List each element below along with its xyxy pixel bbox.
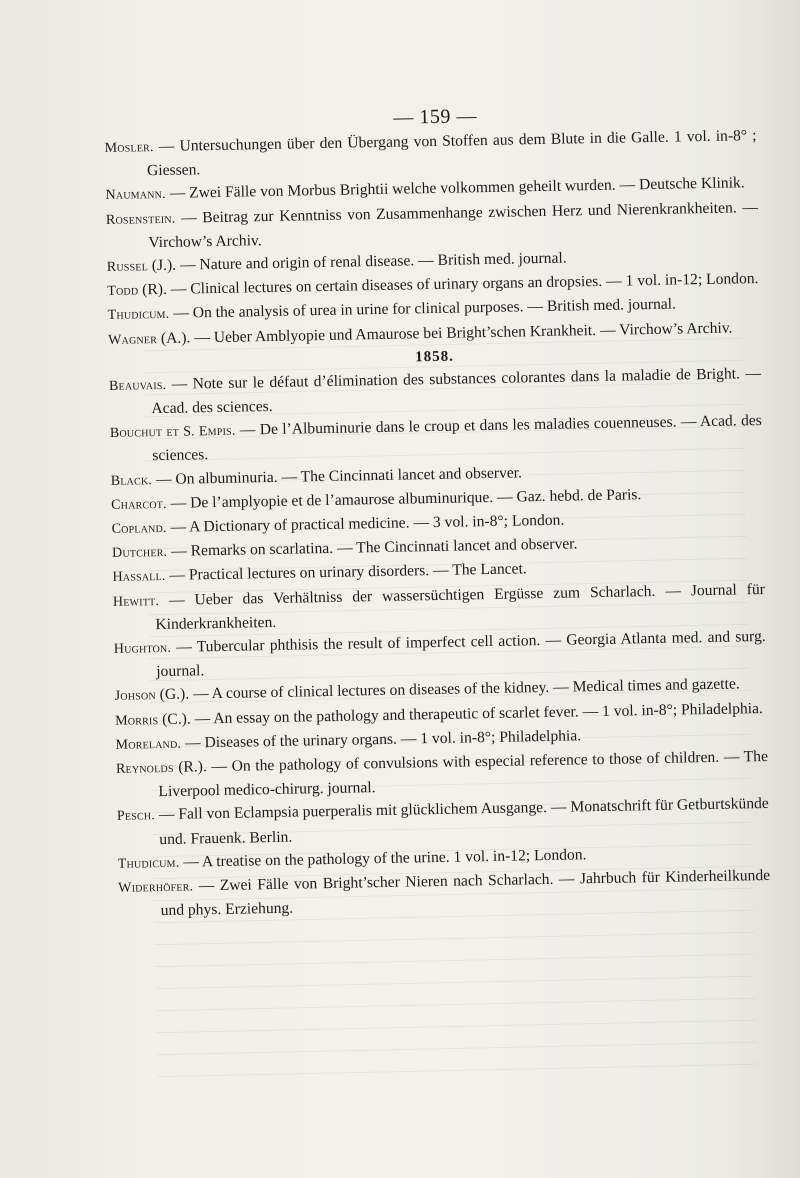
entry-text: — On albuminuria. — The Cincinnati lancet and observer. — [155, 464, 523, 488]
entry-author: Bouchut et S. Empis. — [109, 423, 236, 442]
entry-author: Naumann. — [105, 187, 166, 204]
entry-author: Moreland. — [115, 736, 182, 753]
entry-text: (R). — Clinical lectures on certain diseases of urinary organs an dropsies. — 1 vol. in-12; London. — [142, 270, 759, 299]
entry-text: — Fall von Eclampsia puerperalis mit glücklichem Ausgange. — Monatschrift für Getburtskünde und. Frauenk. Berlin. — [158, 795, 769, 848]
entry-author: Pesch. — [116, 808, 156, 825]
entry-text: — Remarks on scarlatina. — The Cincinnati lancet and observer. — [171, 535, 578, 561]
entry-text: — De l’amplyopie et de l’amaurose albuminurique. — Gaz. hebd. de Paris. — [170, 486, 642, 512]
entry-text: — Tubercular phthisis the result of imperfect cell action. — Georgia Atlanta med. and surg. journal. — [156, 628, 766, 681]
entry-text: — Zwei Fälle von Bright’scher Nieren nach Scharlach. — Jahrbuch für Kinderheilkunde und phys. Erziehung. — [160, 867, 771, 920]
year-heading: 1858. — [415, 348, 455, 366]
entry-author: Thudicum. — [107, 307, 170, 324]
entry-text: (G.). — A course of clinical lectures on diseases of the kidney. — Medical times and gazette. — [159, 675, 740, 704]
entry-text: (R.). — On the pathology of convulsions with especial reference to those of children. — The Liverpool medico-chirurg. journal. — [158, 748, 769, 801]
document-page — [104, 100, 771, 923]
entry-author: Hughton. — [113, 640, 172, 657]
entry-author: Dutcher. — [111, 545, 168, 562]
entry-author: Widerhöfer. — [118, 879, 194, 896]
entry-text: — Ueber das Verhältniss der wassersüchtigen Ergüsse zum Scharlach. — Journal für Kinderkrankheiten. — [155, 580, 766, 634]
entries-after-year — [109, 362, 771, 924]
entry-text: — Practical lectures on urinary disorders. — The Lancet. — [169, 560, 527, 585]
entry-author: Black. — [110, 472, 153, 489]
entries-before-year — [104, 124, 760, 352]
entry-author: Hassall. — [112, 569, 166, 586]
entry-text: — Zwei Fälle von Morbus Brightii welche volkommen geheilt wurden. — Deutsche Klinik. — [169, 174, 745, 203]
entry-text: — Beitrag zur Kenntniss von Zusammenhange zwischen Herz und Nierenkrankheiten. — Virchow’s Archiv. — [148, 198, 759, 252]
entry-text: — Diseases of the urinary organs. — 1 vol. in-8°; Philadelphia. — [184, 727, 582, 752]
entry-author: Reynolds — [115, 760, 174, 777]
entry-author: Mosler. — [104, 140, 154, 156]
entry-text: (C.). — An essay on the pathology and therapeutic of scarlet fever. — 1 vol. in-8°; Philadelphia. — [161, 699, 764, 728]
entry-text: — A treatise on the pathology of the urine. 1 vol. in-12; London. — [183, 846, 587, 871]
entry-author: Todd — [107, 283, 139, 300]
page-number: — 159 — — [393, 105, 478, 129]
entry-text: — On the analysis of urea in urine for clinical purposes. — British med. journal. — [173, 295, 677, 323]
entry-text: (J.). — Nature and origin of renal disease. — British med. journal. — [151, 249, 567, 275]
entry-author: Beauvais. — [108, 377, 167, 394]
entry-text: — De l’Albuminurie dans le croup et dans les maladies couenneuses. — Acad. des sciences. — [152, 412, 762, 465]
entry-author: Russel — [106, 259, 149, 275]
entry-author: Hewitt. — [112, 593, 160, 610]
entry-text: — A Dictionary of practical medicine. — 3 vol. in-8°; London. — [170, 511, 565, 536]
entry-author: Thudicum. — [117, 855, 180, 872]
entry-author: Johson — [114, 688, 156, 705]
entry-author: Copland. — [111, 520, 167, 537]
entry-text: (A.). — Ueber Amblyopie und Amaurose bei Bright’schen Krankheit. — Virchow’s Archiv. — [160, 319, 733, 347]
entry-text: — Note sur le défaut d’élimination des substances colorantes dans la maladie de Bright. — Acad. des sciences. — [151, 364, 762, 418]
entry-text: — Untersuchungen über den Übergang von Stoffen aus dem Blute in die Galle. 1 vol. in-8° ; Giessen. — [146, 127, 757, 180]
entry-author: Wagner — [108, 331, 158, 348]
entry-author: Charcot. — [111, 496, 167, 513]
entry-author: Morris — [115, 712, 159, 729]
entry-author: Rosenstein. — [105, 211, 176, 228]
